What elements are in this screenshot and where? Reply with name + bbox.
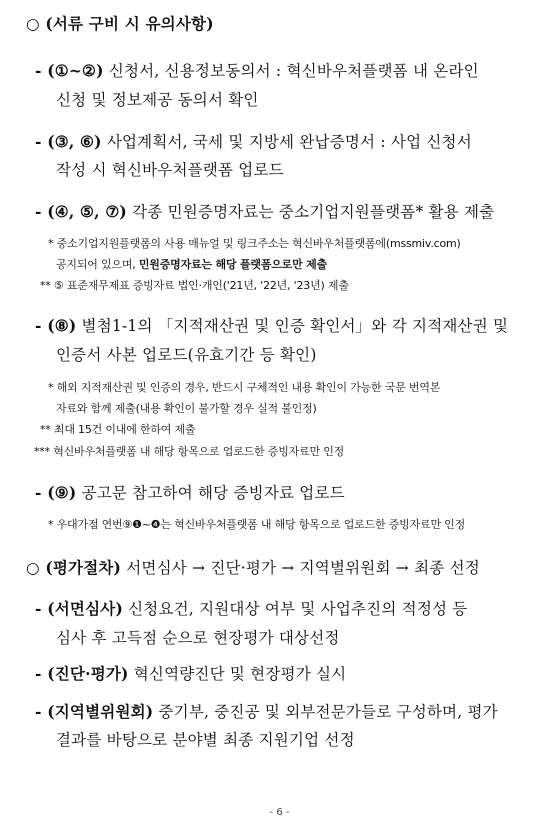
doc-item-3-note1-line1: * 중소기업지원플랫폼의 사용 매뉴얼 및 링크주소는 혁신바우처플랫폼에(mssmiv.com) xyxy=(48,237,461,250)
doc-item-3-note1-text: 공지되어 있으며, xyxy=(56,258,139,271)
section-heading-evaluation-text: 서면심사 → 진단·평가 → 지역별위원회 → 최종 선정 xyxy=(121,559,480,577)
doc-item-5-text: 공고문 참고하여 해당 증빙자료 업로드 xyxy=(76,484,345,502)
doc-item-1-line1 xyxy=(35,59,479,81)
page-number: - 6 - xyxy=(269,807,290,818)
doc-item-4-label: - (⑧) xyxy=(35,316,77,335)
eval-item-2-label: - (진단·평가) xyxy=(35,664,129,683)
doc-item-1-line2: 신청 및 정보제공 동의서 확인 xyxy=(56,91,259,109)
eval-item-2-line1 xyxy=(35,662,346,684)
eval-item-3-line2: 결과를 바탕으로 분야별 최종 지원기업 선정 xyxy=(56,731,355,749)
doc-item-3-label: - (④, ⑤, ⑦) xyxy=(35,202,127,221)
eval-item-1-line1 xyxy=(35,597,467,619)
eval-item-3-label: - (지역별위원회) xyxy=(35,702,154,721)
section-heading-evaluation xyxy=(26,556,480,578)
eval-item-3-line1 xyxy=(35,700,498,722)
doc-item-1-text: 신청서, 신용정보동의서 : 혁신바우처플랫폼 내 온라인 xyxy=(103,62,479,80)
doc-item-3-note2: ** ⑤ 표준재무제표 증빙자료 법인·개인('21년, '22년, '23년) 제출 xyxy=(40,279,349,292)
doc-item-3-note1-line2 xyxy=(56,256,327,272)
doc-item-5-line1 xyxy=(35,481,345,503)
doc-item-3-text: 각종 민원증명자료는 중소기업지원플랫폼* 활용 제출 xyxy=(126,203,495,221)
doc-item-1-label: - (①~②) xyxy=(35,61,104,80)
doc-item-4-line1 xyxy=(35,314,508,336)
doc-item-2-line1 xyxy=(35,130,472,152)
section-heading-evaluation-label: ○ (평가절차) xyxy=(26,558,122,577)
eval-item-1-label: - (서면심사) xyxy=(35,599,123,618)
doc-item-4-text: 별첨1-1의 「지적재산권 및 인증 확인서」와 각 지적재산권 및 xyxy=(76,317,509,335)
doc-item-5-note1: * 우대가점 연번⑨❶~❹는 혁신바우처플랫폼 내 해당 항목으로 업로드한 증빙자료만 인정 xyxy=(48,518,466,531)
eval-item-1-text: 신청요건, 지원대상 여부 및 사업추진의 적정성 등 xyxy=(123,600,468,618)
doc-item-4-note1-line2: 자료와 함께 제출(내용 확인이 불가할 경우 실적 불인정) xyxy=(56,402,317,415)
doc-item-5-label: - (⑨) xyxy=(35,483,77,502)
doc-item-4-note2: ** 최대 15건 이내에 한하여 제출 xyxy=(40,423,196,436)
eval-item-1-line2: 심사 후 고득점 순으로 현장평가 대상선정 xyxy=(56,629,340,647)
doc-item-4-note1-line1: * 해외 지적재산권 및 인증의 경우, 반드시 구체적인 내용 확인이 가능한 국문 번역본 xyxy=(48,381,441,394)
doc-item-3-note1-bold: 민원증명자료는 해당 플랫폼으로만 제출 xyxy=(138,258,328,271)
doc-item-3-line1 xyxy=(35,200,494,222)
doc-item-2-line2: 작성 시 혁신바우처플랫폼 업로드 xyxy=(56,161,284,179)
doc-item-2-text: 사업계획서, 국세 및 지방세 완납증명서 : 사업 신청서 xyxy=(101,133,472,151)
eval-item-2-text: 혁신역량진단 및 현장평가 실시 xyxy=(128,665,347,683)
doc-item-4-line2: 인증서 사본 업로드(유효기간 등 확인) xyxy=(56,346,317,364)
doc-item-4-note3: *** 혁신바우처플랫폼 내 해당 항목으로 업로드한 증빙자료만 인정 xyxy=(34,445,345,458)
doc-item-2-label: - (③, ⑥) xyxy=(35,132,102,151)
section-heading-documents: ○ (서류 구비 시 유의사항) xyxy=(26,14,214,33)
eval-item-3-text: 중기부, 중진공 및 외부전문가들로 구성하며, 평가 xyxy=(153,703,498,721)
